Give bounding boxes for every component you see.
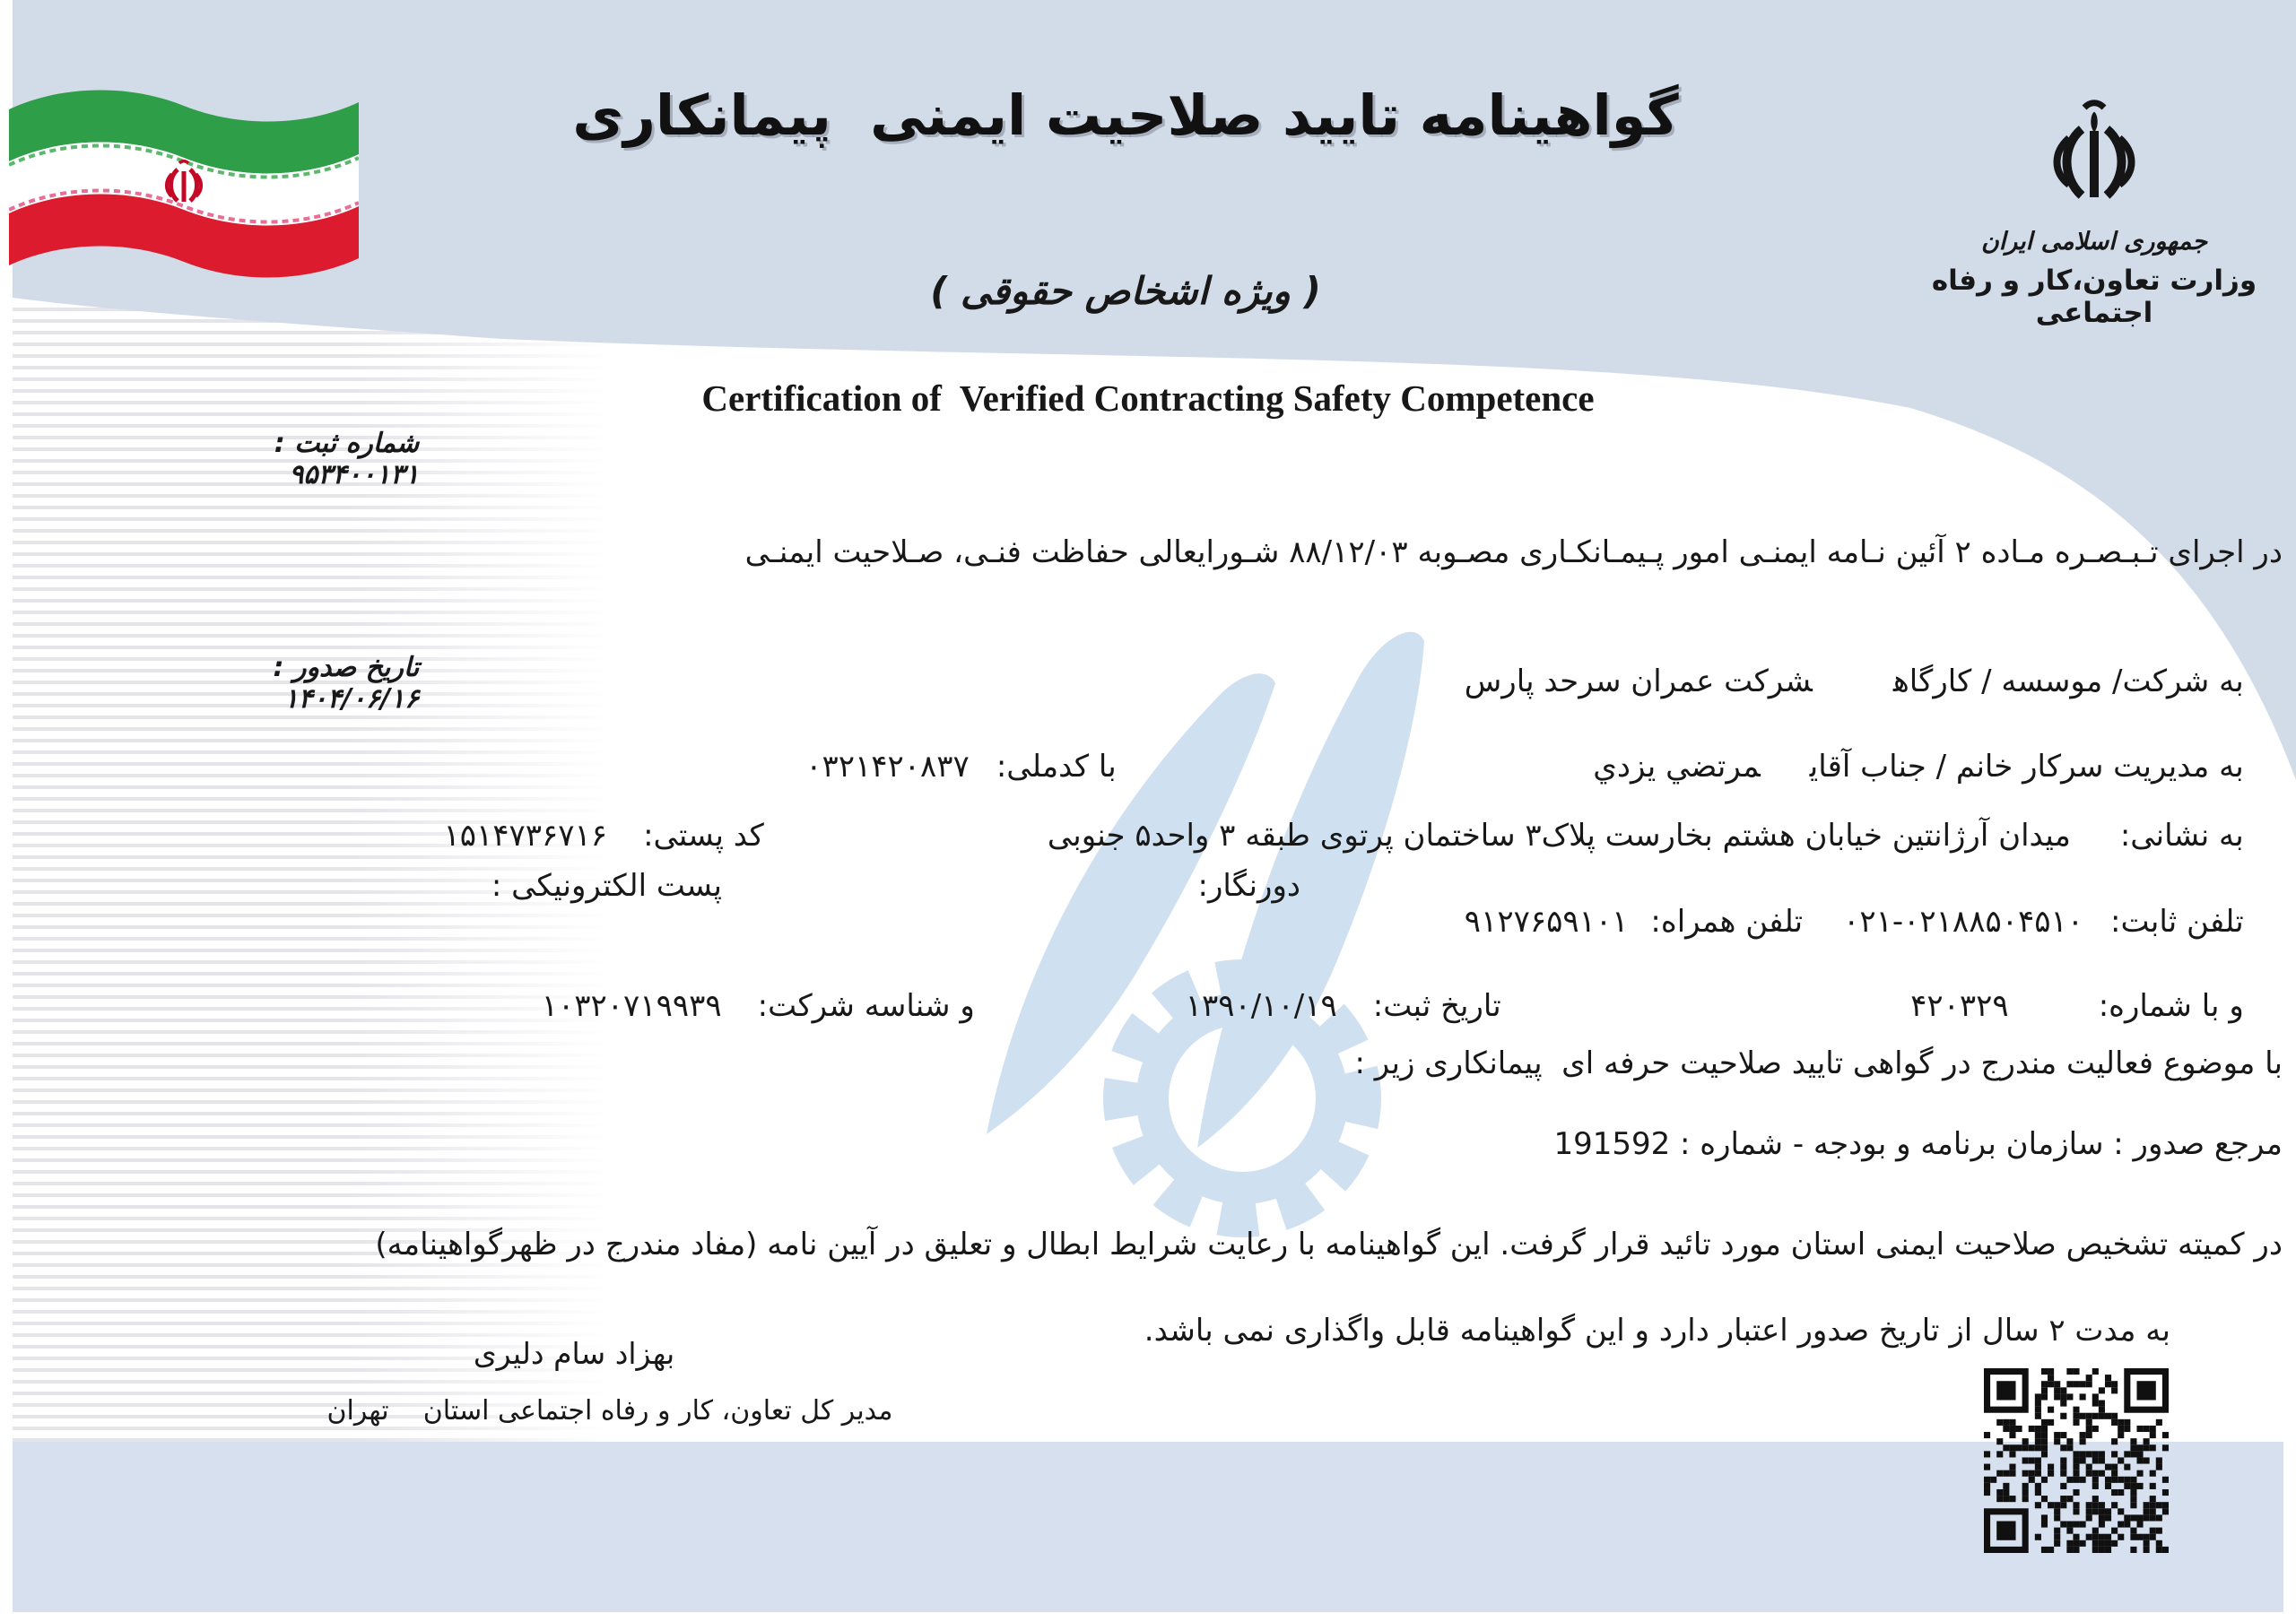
certificate-title: گواهینامه تایید صلاحیت ایمنی پیمانکاری <box>572 82 1679 148</box>
postal-code-value: ۱۵۱۴۷۳۶۷۱۶ <box>443 818 608 854</box>
activity-line: با موضوع فعالیت مندرج در گواهی تایید صلاحیت حرفه ای پیمانکاری زیر : <box>1354 1045 2283 1081</box>
issue-date-line <box>90 620 475 746</box>
certificate-subtitle: ( ویژه اشخاص حقوقی ) <box>930 269 1321 313</box>
email-label: پست الکترونیکی : <box>491 868 722 904</box>
serial-group <box>1910 952 2283 1060</box>
bottom-band <box>13 1442 2283 1612</box>
registration-date-value: ۱۳۹۰/۱۰/۱۹ <box>1185 988 1337 1024</box>
mobile-label: تلفن همراه: <box>1650 904 1804 940</box>
manager-label: به مدیریت سرکار خانم / جناب آقای <box>1809 749 2244 785</box>
manager-value: مرتضي يزدي <box>1593 749 1761 785</box>
address-label: به نشانی: <box>2119 818 2244 854</box>
ministry-emblem-block <box>1901 97 2287 329</box>
national-id-value: ۰۳۲۱۴۲۰۸۳۷ <box>805 749 970 785</box>
registration-number-line <box>90 396 475 522</box>
registration-date-label: تاریخ ثبت: <box>1372 988 1501 1024</box>
fax-label: دورنگار: <box>1197 868 1300 904</box>
terms-line-1: در کمیته تشخیص صلاحیت ایمنی استان مورد تائید قرار گرفت. این گواهینامه با رعایت شرایط ابطال و تعلیق در آیین نامه (مفاد مندرج در ظهرگواهینامه) <box>375 1227 2283 1262</box>
company-id-group <box>542 952 1013 1060</box>
ministry-watermark-logo <box>924 610 1516 1237</box>
qr-code <box>1984 1368 2169 1553</box>
iran-flag <box>9 79 359 287</box>
signatory-title: مدیر کل تعاون، کار و رفاه اجتماعی استان تهران <box>326 1395 893 1427</box>
emblem-ministry-name: وزارت تعاون،کار و رفاه اجتماعی <box>1931 265 2257 329</box>
emblem-country-name: جمهوری اسلامی ایران <box>1980 228 2208 256</box>
mobile-value: ۹۱۲۷۶۵۹۱۰۱ <box>1464 904 1629 940</box>
allah-emblem-icon <box>2036 97 2152 222</box>
serial-label: و با شماره: <box>2098 988 2244 1024</box>
registration-number-label: شماره ثبت : <box>274 428 420 459</box>
registration-number-value: ۹۵۳۴۰۰۱۳۱ <box>289 459 420 490</box>
postal-code-label: کد پستی: <box>643 818 764 854</box>
registration-block <box>90 334 475 845</box>
serial-value: ۴۲۰۳۲۹ <box>1910 988 2009 1024</box>
registration-date-group <box>1186 952 1540 1060</box>
signatory-name: بهزاد سام دلیری <box>473 1336 675 1371</box>
company-id-value: ۱۰۳۲۰۷۱۹۹۳۹ <box>541 988 722 1024</box>
certificate-title-english: Certification of Verified Contracting Safety Competence <box>701 377 1595 419</box>
address-value: میدان آرژانتین خیابان هشتم بخارست پلاک۳ ساختمان پرتوی طبقه ۳ واحد۵ جنوبی <box>1047 818 2071 854</box>
company-id-label: و شناسه شرکت: <box>757 988 975 1024</box>
company-value: شرکت عمران سرحد پارس <box>1464 664 1813 699</box>
national-id-label: با کدملی: <box>996 749 1117 785</box>
issue-date-value: ۱۴۰۴/۰۶/۱۶ <box>283 683 420 715</box>
company-label: به شرکت/ موسسه / کارگاه <box>1892 664 2244 699</box>
issuer-line: مرجع صدور : سازمان برنامه و بودجه - شماره : 191592 <box>1553 1126 2283 1162</box>
terms-line-2: به مدت ۲ سال از تاریخ صدور اعتبار دارد و این گواهینامه قابل واگذاری نمی باشد. <box>1144 1313 2170 1349</box>
phone-value: ۰۲۱-۰۲۱۸۸۵۰۴۵۱۰ <box>1843 904 2084 940</box>
phone-label: تلفن ثابت: <box>2110 904 2244 940</box>
intro-line: در اجرای تـبـصـره مـاده ۲ آئین نـامه ایمنـی امور پـیمـانکـاری مصـوبه ۸۸/۱۲/۰۳ شـورایعالی حفاظت فنـی، صـلاحیت ایمنـی <box>744 534 2283 570</box>
issue-date-label: تاریخ صدور : <box>273 652 420 683</box>
